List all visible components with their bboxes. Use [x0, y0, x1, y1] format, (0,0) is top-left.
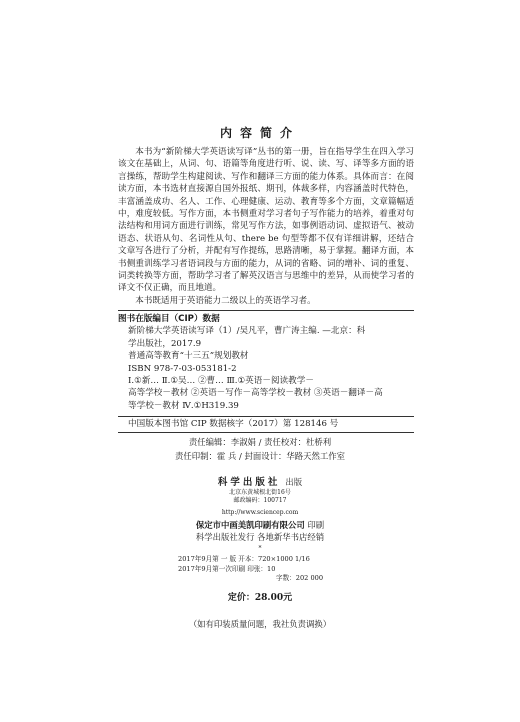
publisher-url: http://www.sciencep.com [221, 509, 299, 516]
cip-line: 高等学校－教材 ②英语－写作－高等学校－教材 ③英语－翻译－高 [128, 388, 383, 399]
cip-heading: 图书在版编目（CIP）数据 [118, 314, 220, 324]
publisher-address: 北京东黄城根北街16号 [229, 489, 291, 496]
summary-paragraph: 本书既适用于英语能力二级以上的英语学习者。 [135, 295, 316, 306]
cip-line: 等学校－教材 Ⅳ.①H319.39 [128, 400, 239, 411]
publisher-name: 科学出版社 [217, 477, 281, 488]
cip-line: 学出版社，2017.9 [128, 338, 202, 349]
cip-line: ISBN 978-7-03-053181-2 [128, 363, 237, 374]
cip-body [118, 325, 414, 412]
publisher-postcode: 邮政编码：100717 [233, 497, 287, 504]
distribution-line: 科学出版社发行 各地新华书店经销 [195, 532, 325, 542]
cip-line: 新阶梯大学英语读写译（1）/吴凡平，曹广涛主编. —北京：科 [128, 326, 366, 337]
printer-name: 保定市中画美凯印刷有限公司 [195, 520, 305, 530]
quality-notice: （如有印装质量问题，我社负责调换） [188, 619, 332, 629]
page-title: 内容简介 [219, 126, 300, 140]
publisher-block [0, 470, 520, 553]
price: 定价：28.00元 [227, 593, 293, 603]
edition-info [178, 555, 378, 584]
cip-line: 普通高等教育“十三五”规划教材 [128, 351, 249, 362]
star-divider: * [258, 545, 262, 552]
summary-paragraph: 本书为“新阶梯大学英语读写译”丛书的第一册，旨在指导学生在四入学习该文在基础上，从词、句、语篇等角度进行听、说、读、写、译等多方面的语言操练，帮助学生构建阅读、写作和翻译三方面的能力体系。具体而言：在阅读方面，本书选材直接源自国外报纸、期刊，体裁多样，内容涵盖时代特色，丰富涵盖成功、名人、工作、心理健康、运动、教育等多个方面，文章篇幅适中，难度较低。写作方面，本书侧重对学习者句子写作能力的培养，着重对句法结构和用词方面进行训练，常见写作方法，如事例语动词、虚拟语气、被动语态、状语从句、名词性从句、there be 句型等都不仅有详细讲解，还结合文章写各进行了分析，并配有写作提练，思路清晰，易于掌握。翻译方面，本书侧重训练学习者语词段与方面的能力，从词的省略、词的增补、词的重复、词类转换等方面，帮助学习者了解英汉语言与思维中的差异，从而使学习者的译文不仅正确，而且地道。 [118, 147, 414, 294]
edition-line: 字数：202 000 [276, 574, 324, 583]
edition-line: 2017年9月第一次印刷 印张：10 [178, 564, 276, 573]
edition-line: 2017年9月第 一 版 开本：720×1000 1/16 [178, 555, 310, 563]
cip-number: 中国版本图书馆 CIP 数据核字（2017）第 128146 号 [118, 416, 414, 432]
cip-data-block [118, 310, 414, 433]
staff-line-editors: 责任编辑：李淑娟 / 责任校对：杜桥利 [188, 437, 332, 447]
staff-line-production: 责任印制：霍 兵 / 封面设计：华路天然工作室 [175, 451, 345, 461]
cip-line: Ⅰ.①新… Ⅱ.①吴… ②曹… Ⅲ.①英语－阅读教学－ [128, 376, 314, 387]
publisher-suffix: 出版 [285, 477, 303, 487]
content-summary [118, 146, 414, 307]
printer-suffix: 印刷 [307, 520, 325, 530]
